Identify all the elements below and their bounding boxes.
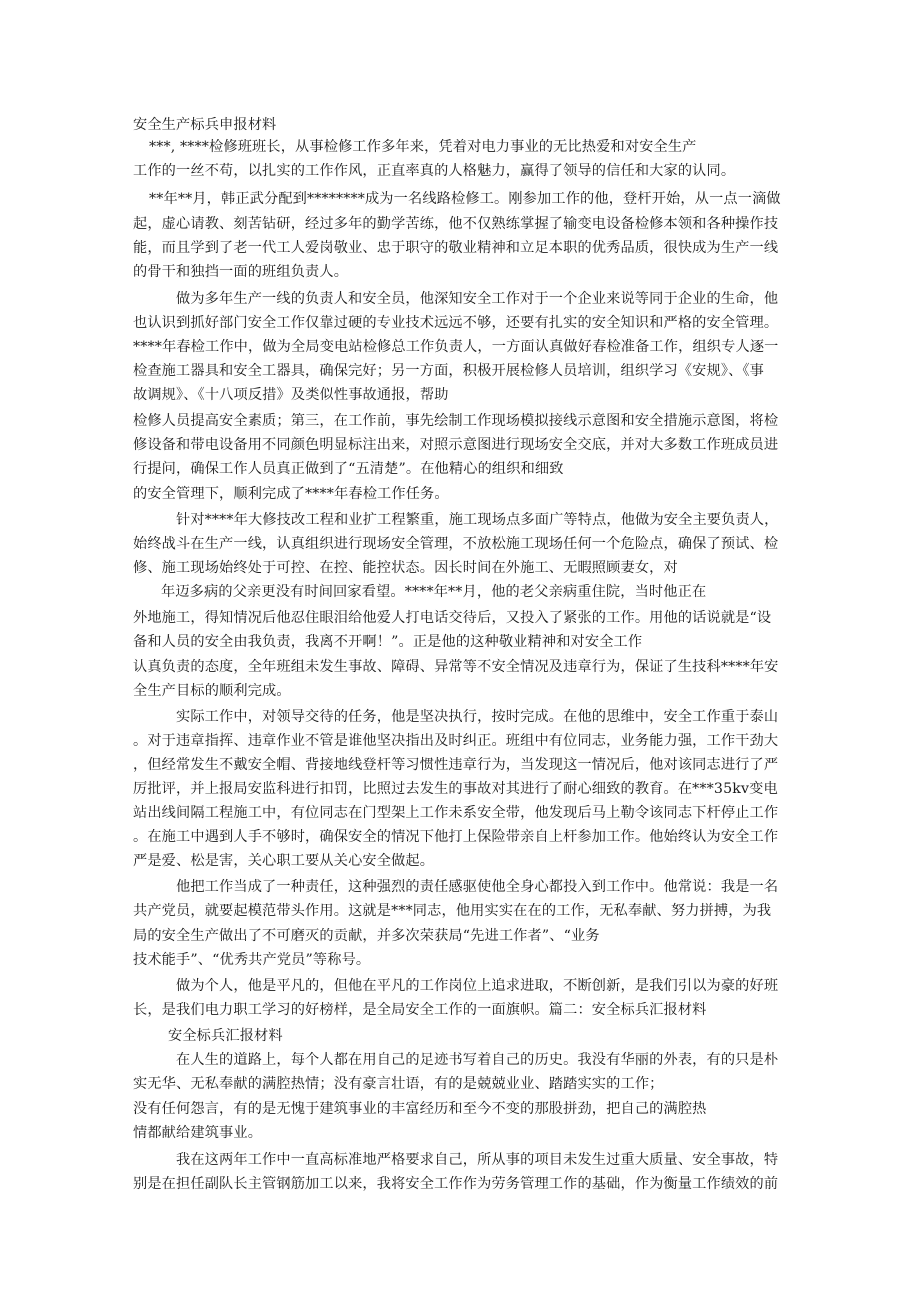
text-line: 始终战斗在生产一线，认真组织进行现场安全管理，不放松施工现场任何一个危险点，确保了预试、检 xyxy=(133,536,779,552)
text-line: 他把工作当成了一种责任，这种强烈的责任感驱使他全身心都投入到工作中。他常说：我是一名 xyxy=(176,879,779,895)
text-line: 能，而且学到了老一代工人爱岗敬业、忠于职守的敬业精神和立足本职的优秀品质，很快成为生产一线 xyxy=(133,240,779,256)
text-line: ****年春检工作中，做为全局变电站检修总工作负责人，一方面认真做好春检准备工作，组织专人逐一 xyxy=(133,339,779,355)
text-line: 全生产目标的顺利完成。 xyxy=(133,683,291,699)
text-line: 故调规》、《十八项反措》及类似性事故通报，帮助 xyxy=(133,387,449,403)
text-line: 实际工作中，对领导交待的任务，他是坚决执行，按时完成。在他的思维中，安全工作重于泰山 xyxy=(176,709,779,725)
text-line: **年**月，韩正武分配到********成为一名线路检修工。刚参加工作的他，登杆开始，从一点一滴做 xyxy=(149,191,781,207)
text-line: 做为个人，他是平凡的，但他在平凡的工作岗位上追求进取，不断创新，是我们引以为豪的好班 xyxy=(176,978,779,994)
text-line: 起，虚心请教、刻苦钻研，经过多年的勤学苦练，他不仅熟练掌握了输变电设备检修本领和各种操作技 xyxy=(133,216,779,232)
text-line: 。对于违章指挥、违章作业不管是谁他坚决指出及时纠正。班组中有位同志，业务能力强，工作干劲大 xyxy=(133,733,779,749)
text-line: 修设备和带电设备用不同颜色明显标注出来，对照示意图进行现场安全交底，并对大多数工作班成员进 xyxy=(133,437,779,453)
text-line: 局的安全生产做出了不可磨灭的贡献，并多次荣获局“先进工作者”、“业务 xyxy=(133,928,600,944)
text-line: 做为多年生产一线的负责人和安全员，他深知安全工作对于一个企业来说等同于企业的生命，他 xyxy=(176,291,779,307)
text-line: 认真负责的态度，全年班组未发生事故、障碍、异常等不安全情况及违章行为，保证了生技科****年安 xyxy=(133,659,779,675)
text-line: 实无华、无私奉献的满腔热情；没有豪言壮语，有的是兢兢业业、踏踏实实的工作； xyxy=(133,1076,664,1092)
text-line: 针对****年大修技改工程和业扩工程繁重，施工现场点多面广等特点，他做为安全主要负责人， xyxy=(176,512,779,528)
text-line: 别是在担任副队长主管钢筋加工以来，我将安全工作作为劳务管理工作的基础，作为衡量工作绩效的前 xyxy=(133,1176,779,1192)
text-line: 的安全管理下，顺利完成了****年春检工作任务。 xyxy=(133,486,449,502)
text-line: 技术能手”、“优秀共产党员”等称号。 xyxy=(133,952,371,968)
text-line: ***, ****检修班班长，从事检修工作多年来，凭着对电力事业的无比热爱和对安全生产 xyxy=(149,139,697,155)
text-line: 共产党员，就要起模范带头作用。这就是***同志，他用实实在在的工作，无私奉献、努力拼搏，为我 xyxy=(133,903,772,919)
text-line: ，但经常发生不戴安全帽、背接地线登杆等习惯性违章行为，当发现这一情况后，他对该同志进行了严 xyxy=(133,757,779,773)
text-line: 工作的一丝不苟，以扎实的工作作风，正直率真的人格魅力，赢得了领导的信任和大家的认同。 xyxy=(133,163,736,179)
text-line: 修、施工现场始终处于可控、在控、能控状态。因长时间在外施工、无暇照顾妻女，对 xyxy=(133,560,678,576)
text-line: 。在施工中遇到人手不够时，确保安全的情况下他打上保险带亲自上杆参加工作。他始终认为安全工作 xyxy=(133,829,779,845)
text-line: 检修人员提高安全素质；第三，在工作前，事先绘制工作现场模拟接线示意图和安全措施示意图，将检 xyxy=(133,413,779,429)
text-line: 备和人员的安全由我负责，我离不开啊！”。正是他的这种敬业精神和对安全工作 xyxy=(133,634,643,650)
text-line: 的骨干和独挡一面的班组负责人。 xyxy=(133,264,349,280)
text-line: 年迈多病的父亲更没有时间回家看望。****年**月，他的老父亲病重住院，当时他正在 xyxy=(161,584,707,600)
text-line: 在人生的道路上，每个人都在用自己的足迹书写着自己的历史。我没有华丽的外表，有的只是朴 xyxy=(176,1052,779,1068)
text-line: 站出线间隔工程施工中，有位同志在门型架上工作未系安全带，他发现后马上勒令该同志下杆停止工作 xyxy=(133,805,779,821)
text-line: 长，是我们电力职工学习的好榜样，是全局安全工作的一面旗帜。篇二：安全标兵汇报材料 xyxy=(133,1002,707,1018)
text-line: 检查施工器具和安全工器具，确保完好；另一方面，积极开展检修人员培训，组织学习《安规》、《事 xyxy=(133,363,764,379)
text-line: 外地施工，得知情况后他忍住眼泪给他爱人打电话交待后，又投入了紧张的工作。用他的话说就是“设 xyxy=(133,610,772,626)
text-line: 行提问，确保工作人员真正做到了“五清楚”。在他精心的组织和细致 xyxy=(133,461,564,477)
text-line: 严是爱、松是害，关心职工要从关心安全做起。 xyxy=(133,853,435,869)
text-line: 没有任何怨言，有的是无愧于建筑事业的丰富经历和至今不变的那股拼劲，把自己的满腔热 xyxy=(133,1101,707,1117)
text-line: 也认识到抓好部门安全工作仅靠过硬的专业技术远远不够，还要有扎实的安全知识和严格的安全管理。 xyxy=(133,315,779,331)
text-line: 厉批评，并上报局安监科进行扣罚，比照过去发生的事故对其进行了耐心细致的教育。在***35kv变电 xyxy=(133,781,778,797)
document-title: 安全生产标兵申报材料 xyxy=(133,117,277,133)
section-heading: 安全标兵汇报材料 xyxy=(168,1028,283,1044)
text-line: 情都献给建筑事业。 xyxy=(133,1125,263,1141)
text-line: 我在这两年工作中一直高标准地严格要求自己，所从事的项目未发生过重大质量、安全事故，特 xyxy=(176,1152,779,1168)
